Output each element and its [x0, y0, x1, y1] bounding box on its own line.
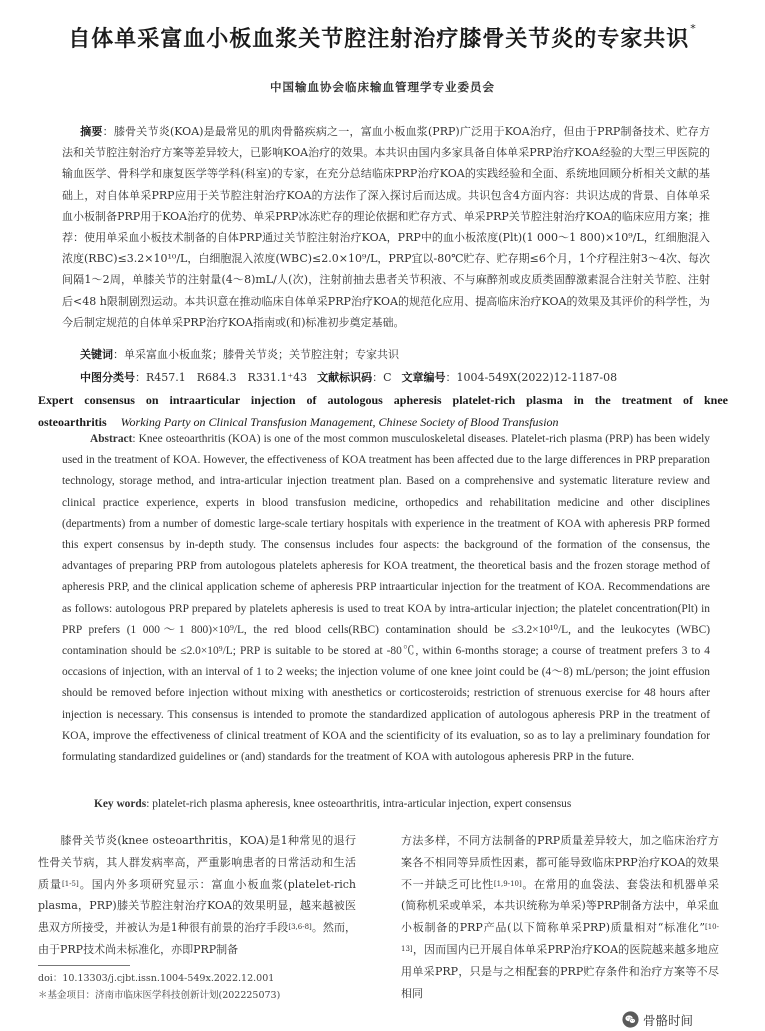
chinese-abstract — [62, 121, 710, 333]
clc-label: 中图分类号 — [80, 371, 135, 384]
title-footnote-marker: * — [690, 22, 697, 35]
body-left-text-c: 。然而，由于PRP技术尚未标准化，亦即PRP制备 — [38, 921, 356, 956]
chinese-keywords — [80, 346, 710, 364]
watermark — [622, 1011, 693, 1028]
chinese-abstract-text: ：膝骨关节炎(KOA)是最常见的肌肉骨骼疾病之一，富血小板血浆(PRP)广泛用于KOA治疗，但由于PRP制备技术、贮存方法和关节腔注射治疗方案等差异较大，已影响KOA治疗的效果。本共识由国内多家具备自体单采PRP治疗KOA经验的大型三甲医院的输血医学、骨科学和康复医学等学科(科室)的专家，在充分总结临床PRP治疗KOA的实践经验和全面、系统地回顾分析相关文献的基础上，对自体单采PRP应用于关节腔注射治疗KOA的方法作了深入探讨后而达成。共识包含4方面内容：共识达成的背景、自体单采血小板制备PRP用于KOA治疗的优势、单采PRP冰冻贮存的理论依据和贮存方式、单采PRP关节腔注射治疗KOA的临床应用方案；推荐：使用单采血小板技术制备的自体PRP通过关节腔注射治疗KOA，PRP中的血小板浓度(Plt)(1 000～1 800)×10⁹/L，红细胞混入浓度(RBC)≤3.2×10¹⁰/L，白细胞混入浓度(WBC)≤2.0×10⁹/L，PRP宜以-80℃贮存、贮存期≤6个月，1个疗程注射3～4次、每次间隔1～2周，单膝关节的注射量(4～8)mL/人(次)，注射前抽去患者关节积液、不与麻醉剂或皮质类固醇激素混合注射关节腔、注射后<48 h限制剧烈运动。本共识意在推动临床自体单采PRP治疗KOA的规范化应用、提高临床治疗KOA的效果及其评价的科学性，为今后制定规范的自体单采PRP治疗KOA指南或(和)标准初步奠定基础。 — [62, 125, 710, 329]
english-title — [38, 389, 728, 433]
classification-line — [80, 369, 720, 387]
footnote-fund: ＊基金项目：济南市临床医学科技创新计划(202225073) — [38, 990, 281, 1001]
body-right-text-a: 方法多样，不同方法制备的PRP质量差异较大，加之临床治疗方案各不相同等异质性因素，都可能导致临床PRP治疗KOA的效果不一并缺乏可比性 — [401, 834, 719, 891]
doc-code-value: ：C — [372, 371, 392, 384]
body-column-left — [38, 830, 356, 961]
english-keywords-label: Key words — [94, 798, 147, 810]
wechat-icon — [622, 1011, 639, 1028]
author-organization: 中国输血协会临床输血管理学专业委员会 — [270, 80, 495, 94]
title-text: 自体单采富血小板血浆关节腔注射治疗膝骨关节炎的专家共识 — [68, 27, 690, 52]
doc-code-label: 文献标识码 — [317, 371, 373, 384]
citation-ref: [1-5] — [61, 879, 79, 888]
clc-value: ：R457.1 R684.3 R331.1⁺43 — [135, 371, 308, 384]
chinese-abstract-label: 摘要 — [80, 125, 103, 138]
chinese-keywords-text: ：单采富血小板血浆；膝骨关节炎；关节腔注射；专家共识 — [113, 348, 399, 361]
english-abstract-text: : Knee osteoarthritis (KOA) is one of the most common musculoskeletal diseases. Platelet-rich plasma (PRP) has been widely used in the treatment of KOA. However, the effectiveness of KOA treatment has been affected due to the large differences in PRP preparation technology, storage method, and intra-articular injection treatment plan. Based on a comprehensive and systematic literature review and clinical practice experience, experts in blood transfusion medicine, orthopedics and rehabilitation medicine and other disciplines (departments) from a number of domestic large-scale tertiary hospitals with experience in the treatment of KOA with apheresis PRP formed this expert consensus by in-depth study. The consensus includes four aspects: the background of the formation of the consensus, the advantages of preparing PRP from autologous platelets apheresis for KOA treatment, the theoretical basis and the frozen storage method of apheresis PRP, and the clinical application scheme of apheresis PRP intraarticular injection for the treatment of KOA. Recommendations are as follows: autologous PRP prepared by platelets apheresis is used to treat KOA by intra-articular injection; the platelet concentration(Plt) in PRP prefers (1 000～1 800)×10⁹/L, the red blood cells(RBC) contamination should be ≤3.2×10¹⁰/L, and the leukocytes (WBC) contamination should be ≤2.0×10⁹/L; PRP is suitable to be stored at -80℃, within 6-months storage; a course of treatment prefers 3 to 4 occasions of injection, with an interval of 1 to 2 weeks; the injection volume of one knee joint could be (4～8) mL/person; the joint effusion should be removed before injection without mixing with anesthetics or corticosteroids; restriction of strenuous exercise for 48 hours after injection is necessary. This consensus is intended to promote the standardized application of autologous apheresis PRP in the treatment of KOA, improve the effectiveness of clinical treatment of KOA and the scientificity of its evaluation, so as to lay a preliminary foundation for formulating standardized guidelines or (and) standards for the treatment of KOA with autologous apheresis PRP in the future. — [62, 433, 710, 764]
body-left-text-a: 膝骨关节炎(knee osteoarthritis，KOA)是1种常见的退行性骨关节病，其人群发病率高，严重影响患者的日常活动和生活质量 — [38, 834, 356, 891]
footnote-divider — [38, 965, 130, 966]
body-left-text-b: 。国内外多项研究显示：富血小板血浆(platelet-rich plasma，PRP)膝关节腔注射治疗KOA的效果明显，越来越被医患双方所接受，并被认为是1种很有前景的治疗手段 — [38, 877, 357, 935]
chinese-keywords-label: 关键词 — [80, 348, 113, 361]
watermark-text: 骨骼时间 — [643, 1012, 694, 1028]
english-abstract-label: Abstract — [90, 433, 133, 445]
article-title — [0, 22, 765, 53]
english-keywords-text: : platelet-rich plasma apheresis, knee osteoarthritis, intra-articular injection, expert consensus — [146, 798, 572, 810]
body-right-text-b: 。在常用的血袋法、套袋法和机器单采(简称机采或单采，本共识统称为单采)等PRP制备方法中，单采血小板制备的PRP产品(以下简称单采PRP)质量相对“标准化” — [401, 877, 720, 935]
article-number-value: ：1004-549X(2022)12-1187-08 — [445, 371, 618, 384]
english-title-text: Expert consensus on intraarticular injection of autologous apheresis platelet-rich plasma in the treatment of knee osteoarthritis — [38, 393, 728, 429]
citation-ref: [3,6-8] — [288, 923, 312, 932]
english-abstract — [62, 429, 710, 768]
body-right-text-c: ，因而国内已开展自体单采PRP治疗KOA的医院越来越多地应用单采PRP，只是与之相配套的PRP贮存条件和治疗方案等不尽相同 — [401, 942, 719, 1000]
english-keywords — [94, 795, 714, 813]
citation-ref: [10-13] — [401, 923, 719, 953]
article-number-label: 文章编号 — [401, 371, 446, 384]
footnote-doi: doi：10.13303/j.cjbt.issn.1004-549x.2022.12.001 — [38, 973, 275, 984]
body-column-right — [401, 830, 719, 1004]
english-authors: Working Party on Clinical Transfusion Management, Chinese Society of Blood Transfusion — [120, 415, 559, 429]
citation-ref: [1,9-10] — [493, 879, 522, 888]
